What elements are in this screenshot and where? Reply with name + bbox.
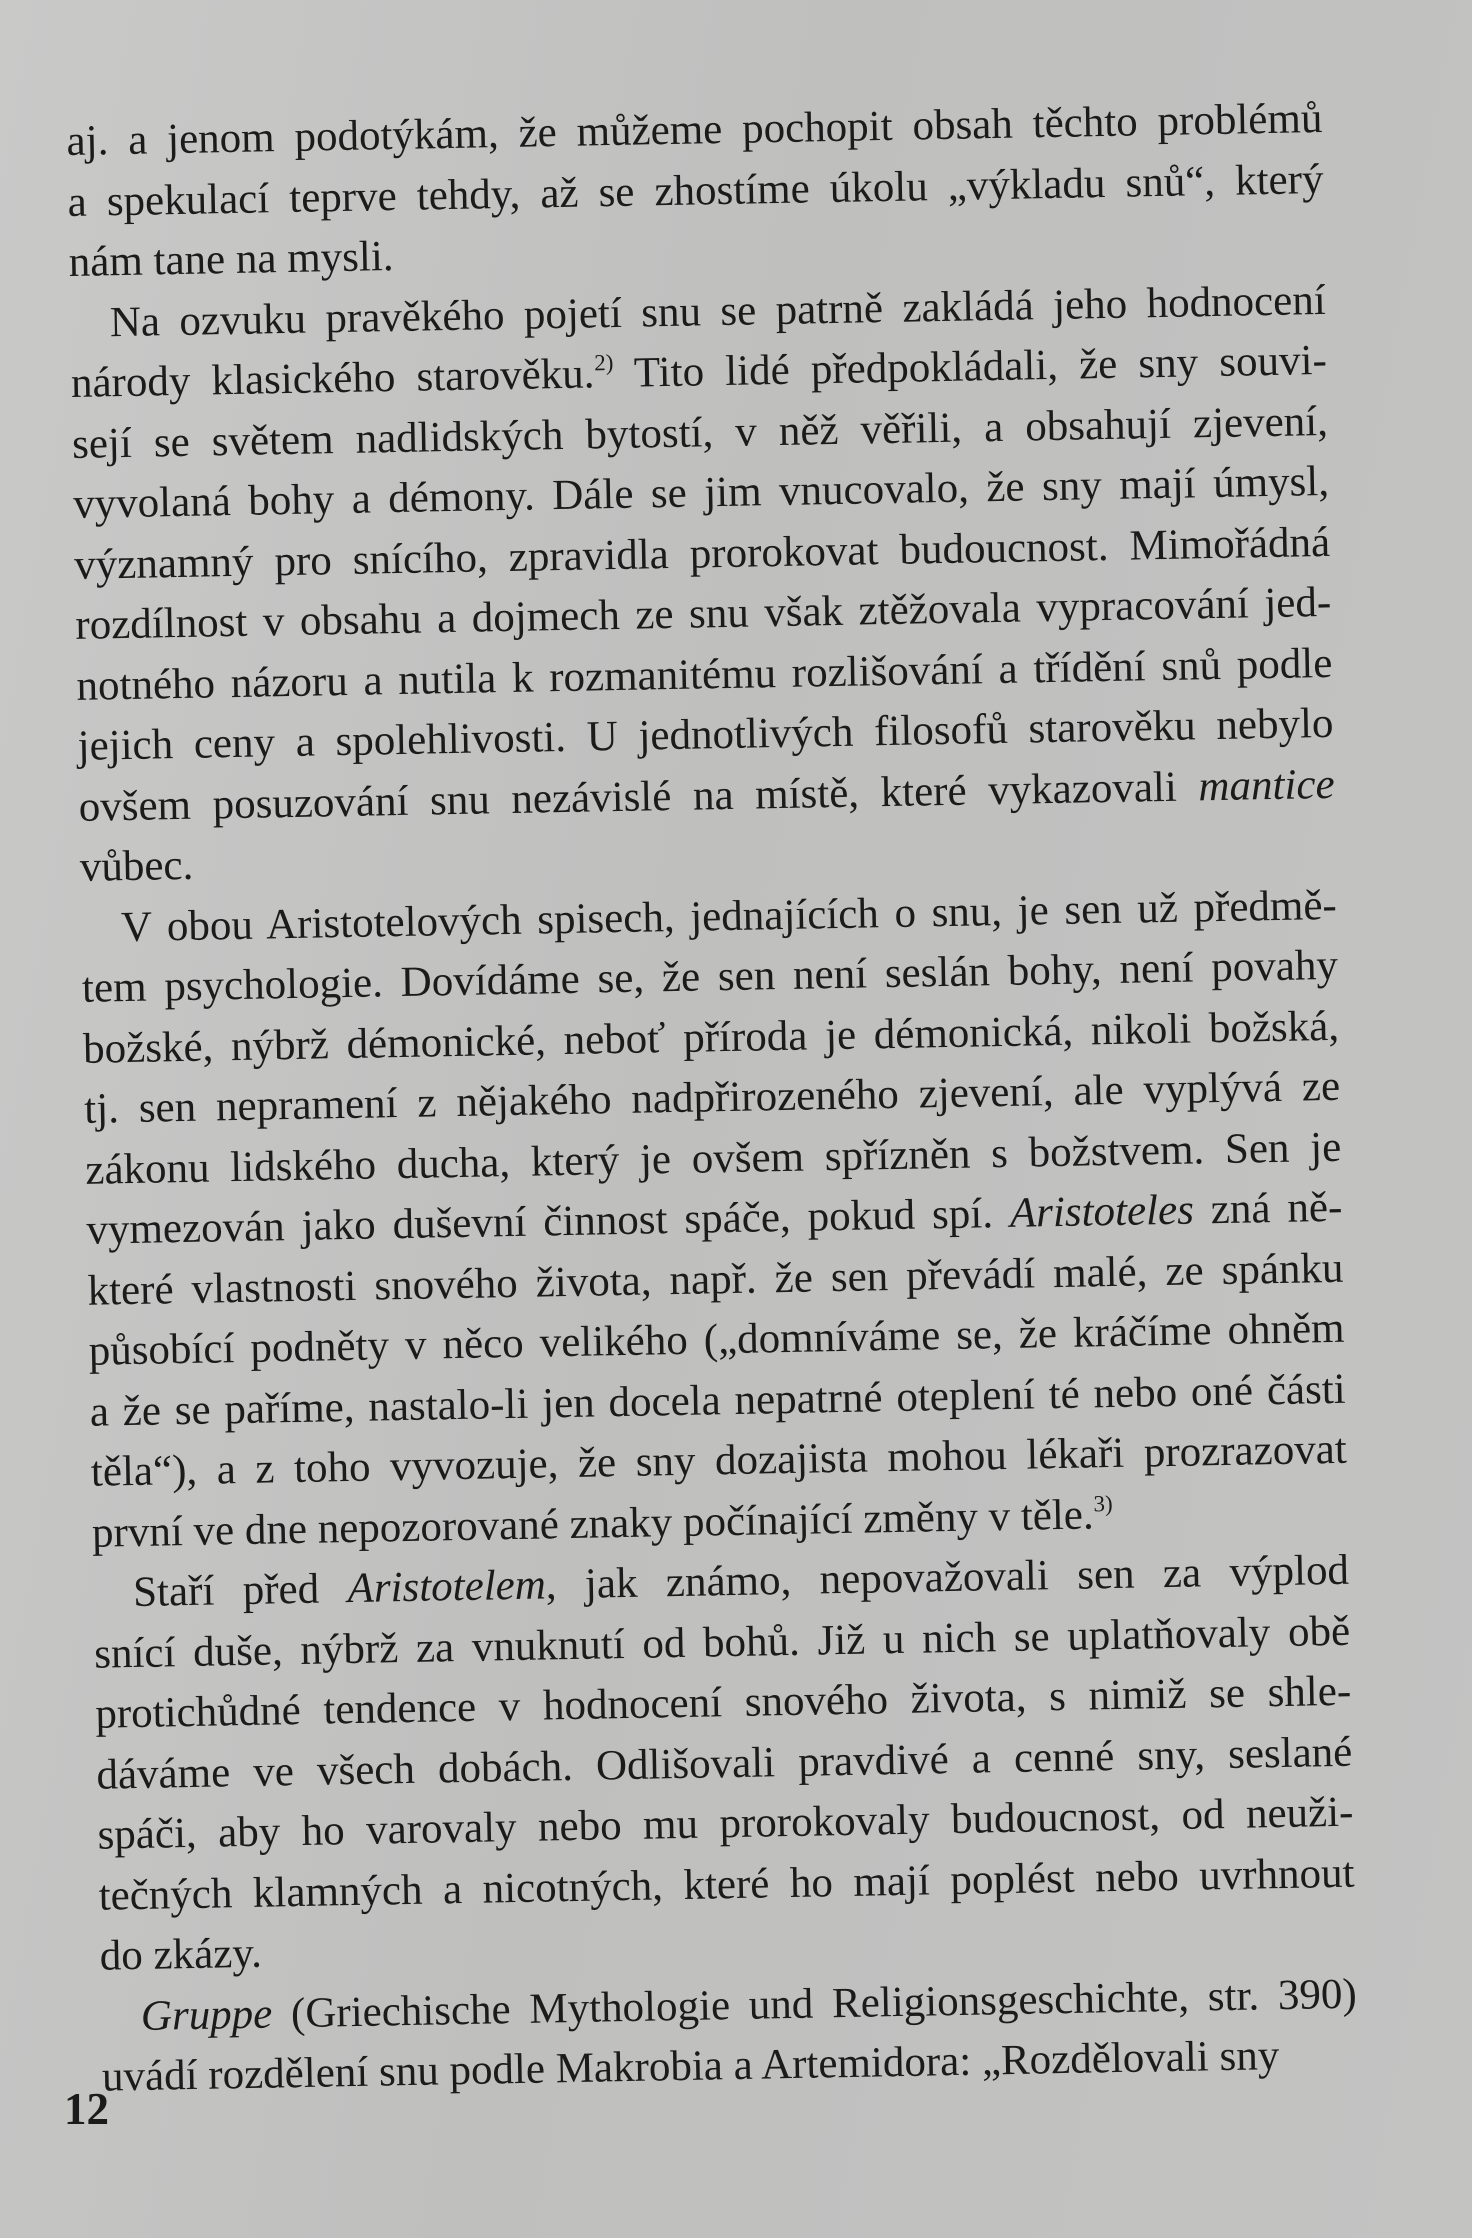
text-line: do zkázy. xyxy=(99,1929,263,1980)
text-line: protichůdné tendence v hodnocení snového života, s nimiž se shle- xyxy=(94,1667,1352,1738)
text-line: a spekulací teprve tehdy, až se zhostíme úkolu „výkladu snů“, který xyxy=(67,155,1324,226)
text-line: Na ozvuku pravěkého pojetí snu se patrně zakládá jeho hodnocení xyxy=(109,276,1327,346)
text-line: dáváme ve všech dobách. Odlišovali pravdivé a cenné sny, seslané xyxy=(96,1728,1353,1799)
text-line: aj. a jenom podotýkám, že můžeme pochopit obsah těchto problémů xyxy=(66,94,1323,165)
paragraph xyxy=(66,89,1325,293)
text-line: významný pro snícího, zpravidla prorokovat budoucnost. Mimořádná xyxy=(73,518,1331,589)
text-line: sejí se světem nadlidských bytostí, v něž věřili, a obsahují zjevení, xyxy=(71,397,1329,468)
italic-term: mantice xyxy=(1197,760,1335,810)
body-text xyxy=(66,89,1358,2108)
text-line: spáči, aby ho varovaly nebo mu prorokovaly budoucnost, od neuži- xyxy=(97,1788,1354,1859)
page-number: 12 xyxy=(64,2084,109,2134)
text-line: vymezován jako duševní činnost spáče, pokud spí. Aristoteles zná ně- xyxy=(86,1183,1343,1254)
text-line: snící duše, nýbrž za vnuknutí od bohů. Již u nich se uplatňovaly obě xyxy=(93,1607,1351,1678)
text-line: první ve dne nepozorované znaky počínající změny v těle.$^{3)}$ xyxy=(91,1490,1113,1557)
text-line: vůbec. xyxy=(79,841,194,891)
italic-term: Gruppe xyxy=(140,1990,273,2040)
text-line: těla“), a z toho vyvozuje, že sny dozajista mohou lékaři prozrazovat xyxy=(90,1425,1348,1496)
text-line: tem psychologie. Dovídáme se, že sen není seslán bohy, není povahy xyxy=(81,941,1339,1012)
italic-term: Aristoteles xyxy=(1009,1186,1195,1237)
text-line: tečných klamných a nicotných, které ho mají poplést nebo uvrhnout xyxy=(98,1849,1355,1920)
text-line: rozdílnost v obsahu a dojmech ze snu však ztěžovala vypracování jed- xyxy=(74,578,1332,649)
text-line: Gruppe (Griechische Mythologie und Religionsgeschichte, str. 390) xyxy=(140,1970,1358,2040)
footnote-ref: 2) xyxy=(593,350,614,376)
paragraph xyxy=(80,875,1348,1563)
text-line: tj. sen nepramení z nějakého nadpřirozeného zjevení, ale vyplývá ze xyxy=(83,1062,1341,1133)
text-line: uvádí rozdělení snu podle Makrobia a Artemidora: „Rozdělovali sny xyxy=(101,2032,1280,2101)
paragraph xyxy=(100,1964,1358,2108)
paragraph xyxy=(93,1541,1357,1987)
text-line: a že se paříme, nastalo-li jen docela nepatrné oteplení té nebo oné části xyxy=(89,1365,1347,1436)
italic-term: Aristotelem xyxy=(347,1561,547,1613)
text-line: notného názoru a nutila k rozmanitému rozlišování a třídění snů podle xyxy=(76,639,1333,710)
text-line: Staří před Aristotelem, jak známo, nepovažovali sen za výplod xyxy=(132,1546,1350,1617)
text-line: působící podněty v něco velikého („domníváme se, že kráčíme ohněm xyxy=(88,1304,1345,1375)
text-line: ovšem posuzování snu nezávislé na místě, které vykazovali mantice xyxy=(78,760,1335,831)
text-line: jejich ceny a spolehlivosti. U jednotlivých filosofů starověku nebylo xyxy=(77,699,1334,770)
text-line: národy klasického starověku.$^{2)}$ Tito lidé předpokládali, že sny souvi- xyxy=(70,336,1328,407)
text-line: božské, nýbrž démonické, neboť příroda je démonická, nikoli božská, xyxy=(82,1002,1340,1073)
paragraph xyxy=(69,270,1336,898)
text-line: které vlastnosti snového života, např. že sen převádí malé, ze spánku xyxy=(87,1244,1344,1315)
text-line: vyvolaná bohy a démony. Dále se jim vnucovalo, že sny mají úmysl, xyxy=(72,457,1330,528)
footnote-ref: 3) xyxy=(1093,1490,1113,1516)
text-line: zákonu lidského ducha, který je ovšem spřízněn s božstvem. Sen je xyxy=(84,1123,1342,1194)
text-line: nám tane na mysli. xyxy=(68,233,394,286)
text-line: V obou Aristotelových spisech, jednajících o snu, je sen už předmě- xyxy=(120,881,1338,951)
